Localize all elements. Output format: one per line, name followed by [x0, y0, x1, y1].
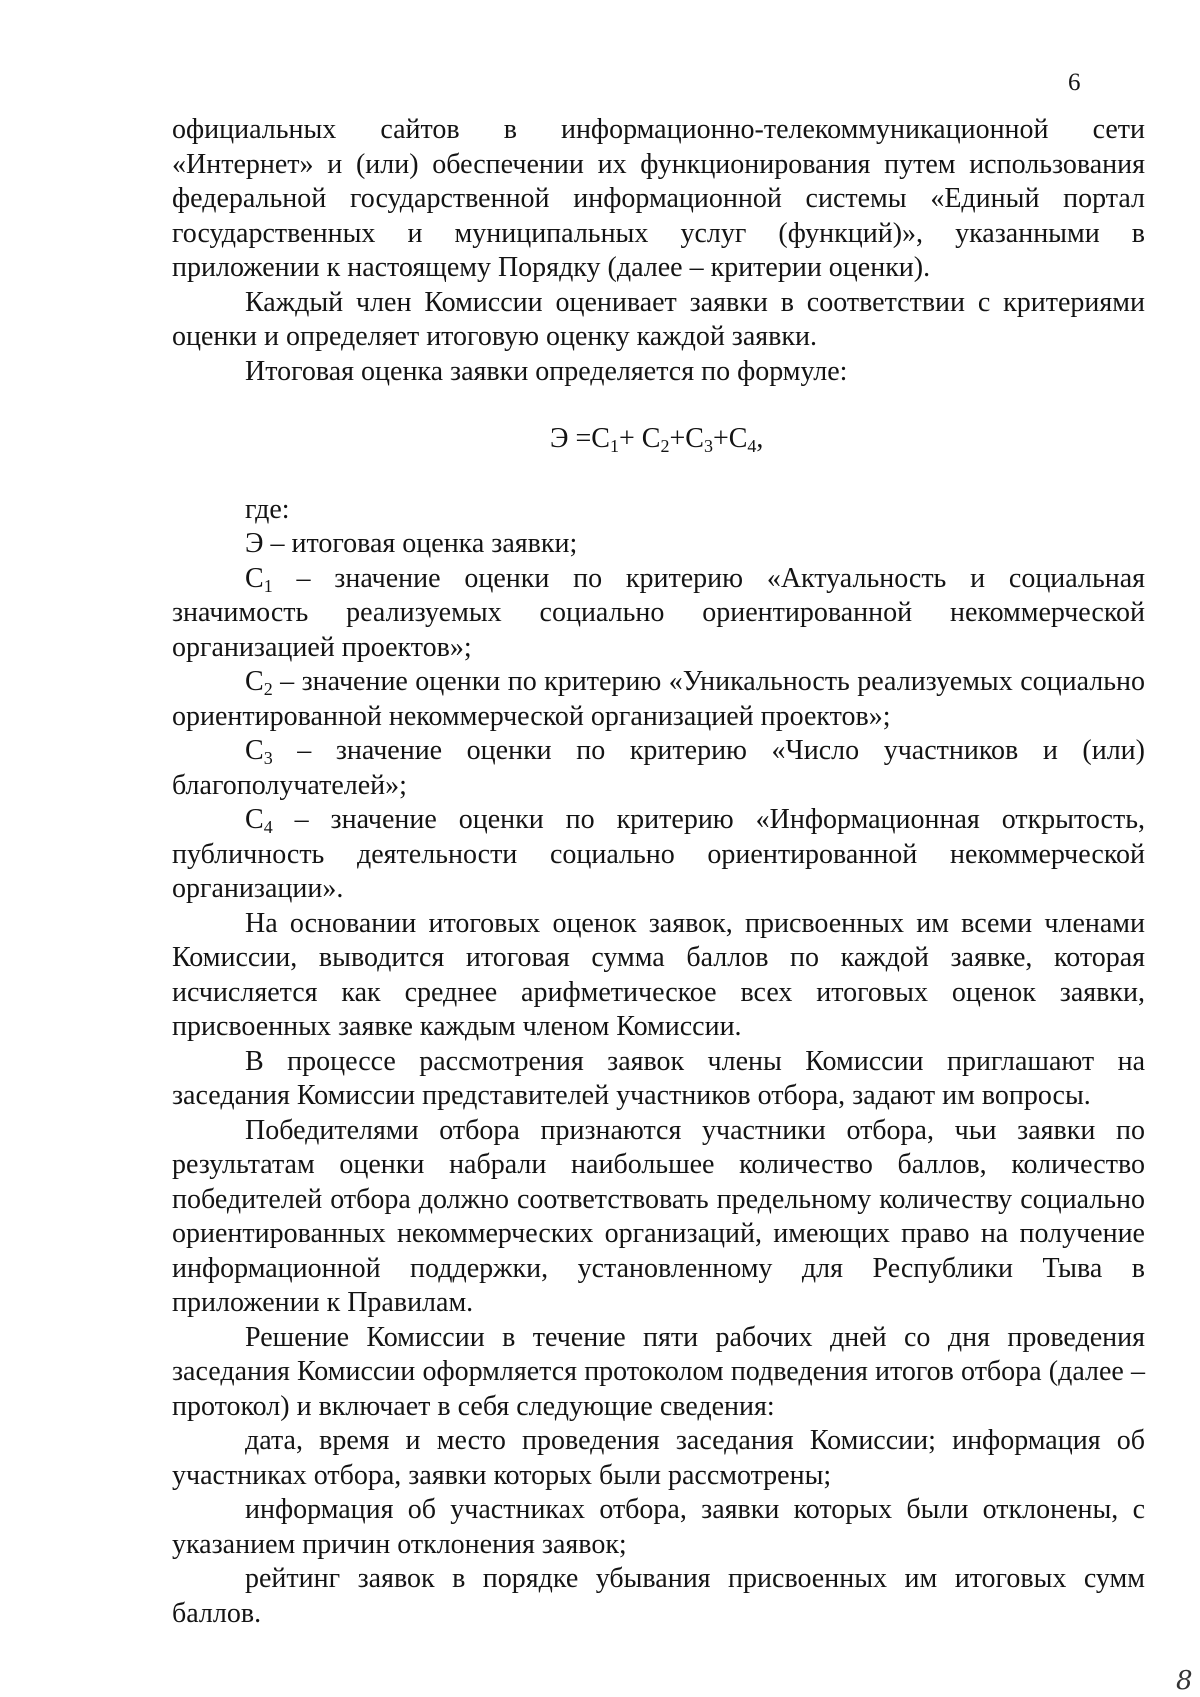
where-label: где:	[245, 493, 290, 525]
term-subscript: 1	[263, 575, 273, 596]
paragraph-meeting: В процессе рассмотрения заявок члены Комиссии приглашают на заседания Комиссии представителей участников отбора, задают им вопросы.	[172, 1045, 1145, 1111]
term-letter: С	[245, 804, 264, 835]
definition-text: – значение оценки по критерию «Уникальность реализуемых социально ориентированной некоммерческой организацией проектов»;	[172, 666, 1145, 732]
definition-text: – значение оценки по критерию «Актуальность и социальная значимость реализуемых социально ориентированной некоммерческой организацией проектов»;	[172, 562, 1145, 663]
formula-subscript: 4	[747, 436, 757, 456]
formula-lhs: Э =	[550, 423, 592, 454]
term-letter: С	[245, 735, 264, 766]
page-number: 6	[1068, 69, 1081, 96]
formula-term: С	[591, 423, 610, 454]
formula-operator: +	[712, 423, 729, 454]
paragraph-formula-intro: Итоговая оценка заявки определяется по формуле:	[245, 355, 848, 387]
term-subscript: 2	[263, 679, 273, 699]
term-letter: С	[245, 666, 264, 697]
definition-e: Э – итоговая оценка заявки;	[245, 528, 578, 559]
term-subscript: 4	[263, 817, 273, 837]
formula-term: С	[728, 423, 748, 454]
formula-operator: +	[618, 423, 642, 454]
definition-c1	[172, 562, 1145, 666]
formula-term: С	[685, 423, 704, 454]
term-subscript: 3	[263, 748, 273, 768]
definition-c2	[172, 665, 1145, 734]
formula-subscript: 3	[703, 436, 713, 456]
paragraph-protocol-item-1: дата, время и место проведения заседания Комиссии; информация об участниках отбора, заявки которых были рассмотрены;	[172, 1425, 1145, 1491]
formula-subscript: 1	[609, 436, 619, 456]
paragraph-protocol-item-3: рейтинг заявок в порядке убывания присвоенных им итоговых сумм баллов.	[172, 1563, 1145, 1629]
definition-c3	[172, 734, 1145, 803]
paragraph-continuation: официальных сайтов в информационно-телекоммуникационной сети «Интернет» и (или) обеспечении их функционирования путем использования федеральной государственной информационной системы «Единый портал государственных и муниципальных услуг (функций)», указанными в приложении к настоящему Порядку (далее – критерии оценки).	[172, 114, 1145, 283]
definition-text: – значение оценки по критерию «Информационная открытость, публичность деятельности социально ориентированной некоммерческой организации».	[172, 804, 1145, 904]
formula-term: С	[641, 423, 661, 454]
definition-text: – значение оценки по критерию «Число участников и (или) благополучателей»;	[172, 735, 1145, 801]
paragraph-winners: Победителями отбора признаются участники отбора, чьи заявки по результатам оценки набрали наибольшее количество баллов, количество победителей отбора должно соответствовать предельному количеству социально ориентированных некоммерческих организаций, имеющих право на получение информационной поддержки, установленному для Республики Тыва в приложении к Правилам.	[172, 1114, 1145, 1318]
formula-subscript: 2	[660, 436, 670, 456]
handwritten-page-mark: 8	[1176, 1666, 1193, 1696]
paragraph-protocol-item-2: информация об участниках отбора, заявки которых были отклонены, с указанием причин отклонения заявок;	[172, 1494, 1145, 1560]
score-formula	[172, 422, 1145, 457]
definition-c4	[172, 803, 1145, 907]
term-letter: С	[245, 562, 264, 594]
paragraph-evaluation: Каждый член Комиссии оценивает заявки в соответствии с критериями оценки и определяет итоговую оценку каждой заявки.	[172, 286, 1145, 352]
paragraph-protocol: Решение Комиссии в течение пяти рабочих дней со дня проведения заседания Комиссии оформляется протоколом подведения итогов отбора (далее – протокол) и включает в себя следующие сведения:	[172, 1321, 1145, 1422]
formula-operator: +	[669, 423, 686, 454]
document-body	[172, 113, 1145, 1631]
formula-end: ,	[756, 423, 764, 454]
paragraph-total-score: На основании итоговых оценок заявок, присвоенных им всеми членами Комиссии, выводится итоговая сумма баллов по каждой заявке, которая исчисляется как среднее арифметическое всех итоговых оценок заявки, присвоенных заявке каждым членом Комиссии.	[172, 907, 1145, 1042]
